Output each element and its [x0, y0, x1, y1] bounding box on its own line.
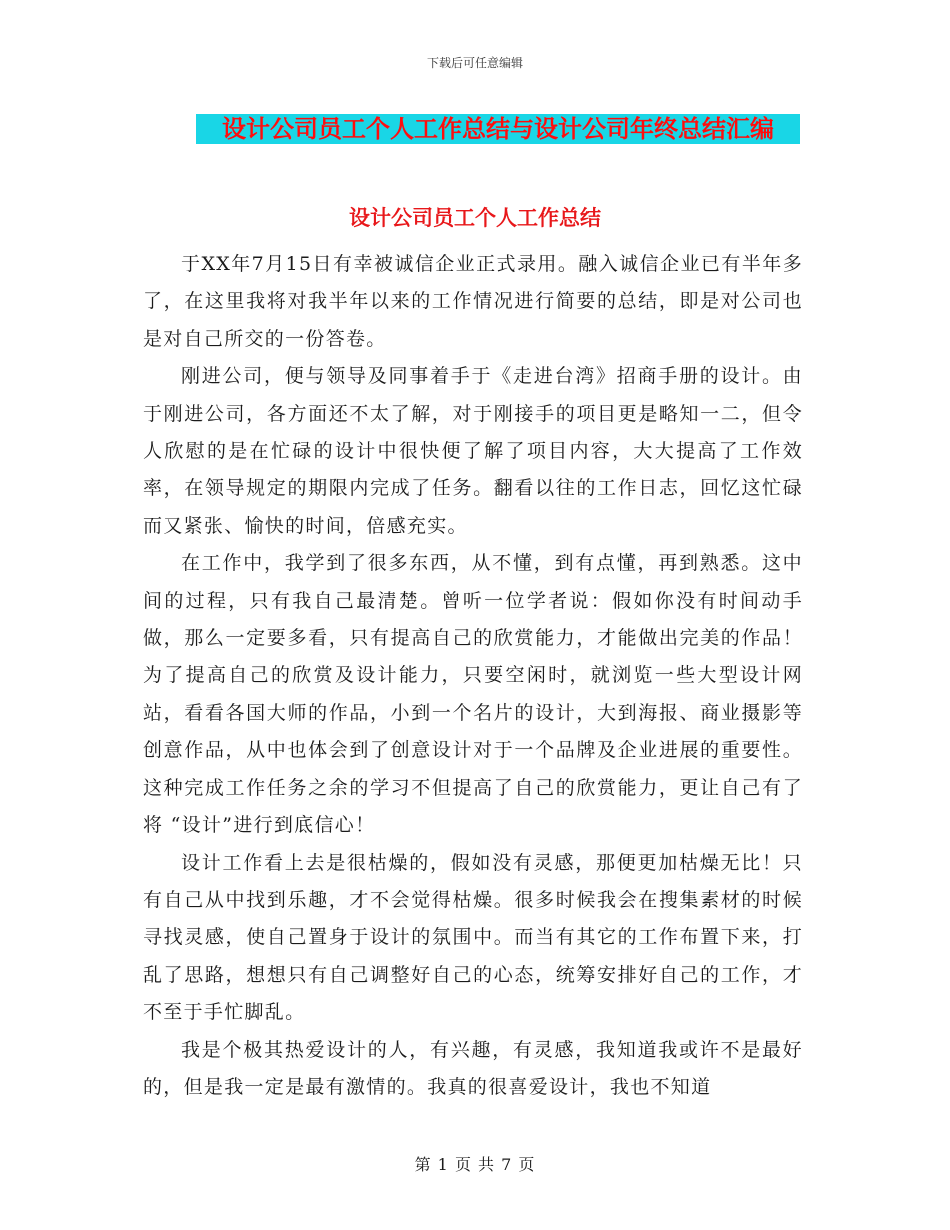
paragraph: 我是个极其热爱设计的人，有兴趣，有灵感，我知道我或许不是最好的，但是我一定是最有激情的。我真的很喜爱设计，我也不知道 — [143, 1038, 803, 1098]
page-footer: 第 1 页 共 7 页 — [414, 1155, 536, 1174]
paragraph: 于XX年7月15日有幸被诚信企业正式录用。融入诚信企业已有半年多了，在这里我将对我半年以来的工作情况进行简要的总结，即是对公司也是对自己所交的一份答卷。 — [143, 253, 803, 350]
main-title-highlight — [196, 114, 800, 144]
body-text — [143, 246, 803, 1106]
header-note: 下载后可任意编辑 — [426, 56, 523, 70]
paragraph: 刚进公司，便与领导及同事着手于《走进台湾》招商手册的设计。由于刚进公司，各方面还不太了解，对于刚接手的项目更是略知一二，但令人欣慰的是在忙碌的设计中很快便了解了项目内容，大大提高了工作效率，在领导规定的期限内完成了任务。翻看以往的工作日志，回忆这忙碌而又紧张、愉快的时间，倍感充实。 — [143, 365, 803, 537]
main-title: 设计公司员工个人工作总结与设计公司年终总结汇编 — [222, 115, 774, 143]
paragraph: 在工作中，我学到了很多东西，从不懂，到有点懂，再到熟悉。这中间的过程，只有我自己最清楚。曾听一位学者说：假如你没有时间动手做，那么一定要多看，只有提高自己的欣赏能力，才能做出完美的作品！为了提高自己的欣赏及设计能力，只要空闲时，就浏览一些大型设计网站，看看各国大师的作品，小到一个名片的设计，大到海报、商业摄影等创意作品，从中也体会到了创意设计对于一个品牌及企业进展的重要性。这种完成工作任务之余的学习不但提高了自己的欣赏能力，更让自己有了将 “设计”进行到底信心！ — [143, 552, 803, 837]
section-title: 设计公司员工个人工作总结 — [349, 206, 601, 230]
paragraph: 设计工作看上去是很枯燥的，假如没有灵感，那便更加枯燥无比！只有自己从中找到乐趣，才不会觉得枯燥。很多时候我会在搜集素材的时候寻找灵感，使自己置身于设计的氛围中。而当有其它的工作布置下来，打乱了思路，想想只有自己调整好自己的心态，统筹安排好自己的工作，才不至于手忙脚乱。 — [143, 851, 803, 1024]
